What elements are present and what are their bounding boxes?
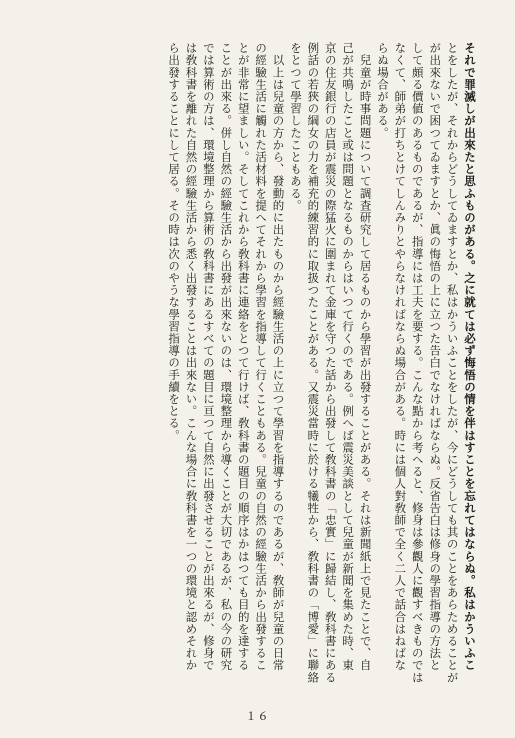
text-line-17: は敎科書を離れた自然の經驗生活から悉く出發することは出來ない。こんな場合に敎科書を一つの環境と認めそれか [184,42,199,672]
text-line-12: 以上は兒童の方から、發動的に出たものから經驗生活の上に立つて學習を指導するのであるが、敎師が兒童の日常 [271,42,286,672]
text-line-15: ことが出來る。併し自然の經驗生活から出發が出來ないのは、環境整理から導くことが大切であるが、私の今の研究 [219,42,234,672]
page-number: １６ [245,710,270,723]
text-line-10: 例話の若狹の綱女の力を補充的練習的に取扱つたことがある。又震災當時に於ける犧牲から、敎科書の「博愛」に聯絡 [306,42,321,684]
text-line-7: 兒童が時事問題について調査研究して居るものから學習が出發することがある。それは新聞紙上で見たことで、自 [358,42,373,672]
text-line-6: らぬ場合がある。 [375,42,390,139]
text-line-8: 己が共鳴したこと或は問題となるものからはいつて行くのである。例へば震災美談として兒童が新聞を集めた時、東 [341,42,356,672]
text-line-4: して頗る價値のあるものであるが、指導には工夫を要する。こんな點から考へると、修身は參觀人に觀すべきものでは [410,42,425,684]
text-line-1: それで罪滅しが出來たと思ふものがある。之に就ては必ず悔悟の情を伴はすことを忘れてはならぬ。私はかういふこ [463,42,477,672]
text-line-14: とが非常に望ましい。そしてこれから敎科書に連絡をとつて行けば、敎科書の題目の順序はかはつても目的を達する [236,42,251,672]
text-line-9: 京の住友銀行の店員が震災の際猛火に圍まれて金庫を守つた話から出發して敎科書の「忠實」に歸結し、敎科書にある [323,42,338,684]
text-line-2: とをしたが、それからどうしてゐますとか、私はかういふことをしたが、今にどうしても其のことをあらためることが [445,42,460,684]
text-line-3: が出來ないで困つてゐますとか、眞の悔悟の上に立つた告白でなければならぬ。反省告白は修身の學習指導の方法と [428,42,443,672]
text-line-11: をとつて學習したこともある。 [288,42,303,212]
text-line-16: では算術の方は、環境整理から算術の敎科書にあるすべての題目に亘つて自然に出發させることが出來るが、修身で [201,42,216,672]
vertical-text-body [40,42,478,692]
text-line-13: の經驗生活に觸れた活材料を提へてそれから學習を指導して行くこともある。兒童の自然の經驗生活から出發するこ [254,42,269,672]
text-line-18: ら出發することにして居る。その時は次のやうな學習指導の手續をとる。 [167,42,182,442]
text-line-5: なくて、師弟が打ちとけてしんみりとやらなければならぬ場合がある。時には個人對敎師で全く二人で話合はねばな [393,42,408,672]
